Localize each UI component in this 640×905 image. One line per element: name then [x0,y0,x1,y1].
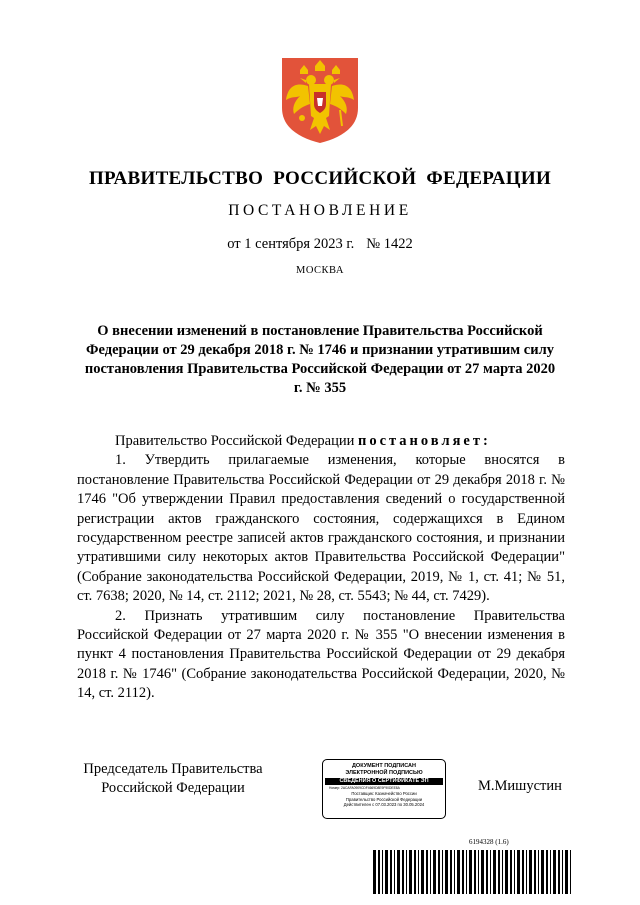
document-type: ПОСТАНОВЛЕНИЕ [228,202,412,219]
stamp-serial: Номер: 2ACAFA0909CDF4669D8E9F90DEE8A [329,786,400,790]
stamp-line-1: ДОКУМЕНТ ПОДПИСАН [352,763,416,769]
intro-text: Правительство Российской Федерации [115,433,355,449]
item-1: 1. Утвердить прилагаемые изменения, которые вносятся в постановление Правительства Российской Федерации от 29 декабря 2018 г. № 1746 "Об утверждении Правил предоставления сведений о государственной регистрации актов гражданского состояния, содержащихся в Едином государственном реестре записей актов гражданского состояния, и признании утратившими силу некоторых актов Правительства Российской Федерации" (Собрание законодательства Российской Федерации, 2019, № 1, ст. 41; № 51, ст. 7638; 2020, № 14, ст. 2112; 2021, № 28, ст. 5543; № 44, ст. 7429). [77,452,565,605]
intro-paragraph [77,432,565,451]
position-line-1: Председатель Правительства [83,761,263,777]
internal-document-number: 6194328 (1.6) [469,838,509,846]
barcode [373,850,571,894]
stamp-issuer-1: Поставщик: Казначейство России [351,791,417,796]
document-body [77,432,565,704]
decree-word: постановляет: [357,433,491,449]
stamp-validity: Действителен с 07.03.2023 по 30.05.2024 [343,802,425,807]
item-2: 2. Признать утратившим силу постановление Правительства Российской Федерации от 27 марта 2020 г. № 355 "О внесении изменения в пункт 4 постановления Правительства Российской Федерации от 29 декабря 2018 г. № 1746" (Собрание законодательства Российской Федерации, 2020, № 14, ст. 2112). [77,607,565,702]
document-title: О внесении изменений в постановление Правительства Российской Федерации от 29 декабря 2018 г. № 1746 и признании утратившим силу постановления Правительства Российской Федерации от 27 марта 2020 г. № 355 [84,323,556,396]
city: МОСКВА [296,265,344,276]
date-number-line [0,236,640,253]
document-date: от 1 сентября 2023 г. [227,236,355,252]
document-number: № 1422 [366,236,413,252]
government-title: ПРАВИТЕЛЬСТВО РОССИЙСКОЙ ФЕДЕРАЦИИ [88,168,552,189]
stamp-issuer-2: Правительство Российской Федерации [345,796,423,802]
position-line-2: Российской Федерации [101,780,245,796]
signatory-position [68,760,278,798]
russian-coat-of-arms-icon [278,56,362,144]
electronic-signature-stamp [322,759,446,819]
stamp-line-2: ЭЛЕКТРОННОЙ ПОДПИСЬЮ [345,770,423,776]
signatory-name: М.Мишустин [478,778,562,794]
stamp-certificate-header: СВЕДЕНИЯ О СЕРТИФИКАТЕ ЭП [325,778,443,785]
